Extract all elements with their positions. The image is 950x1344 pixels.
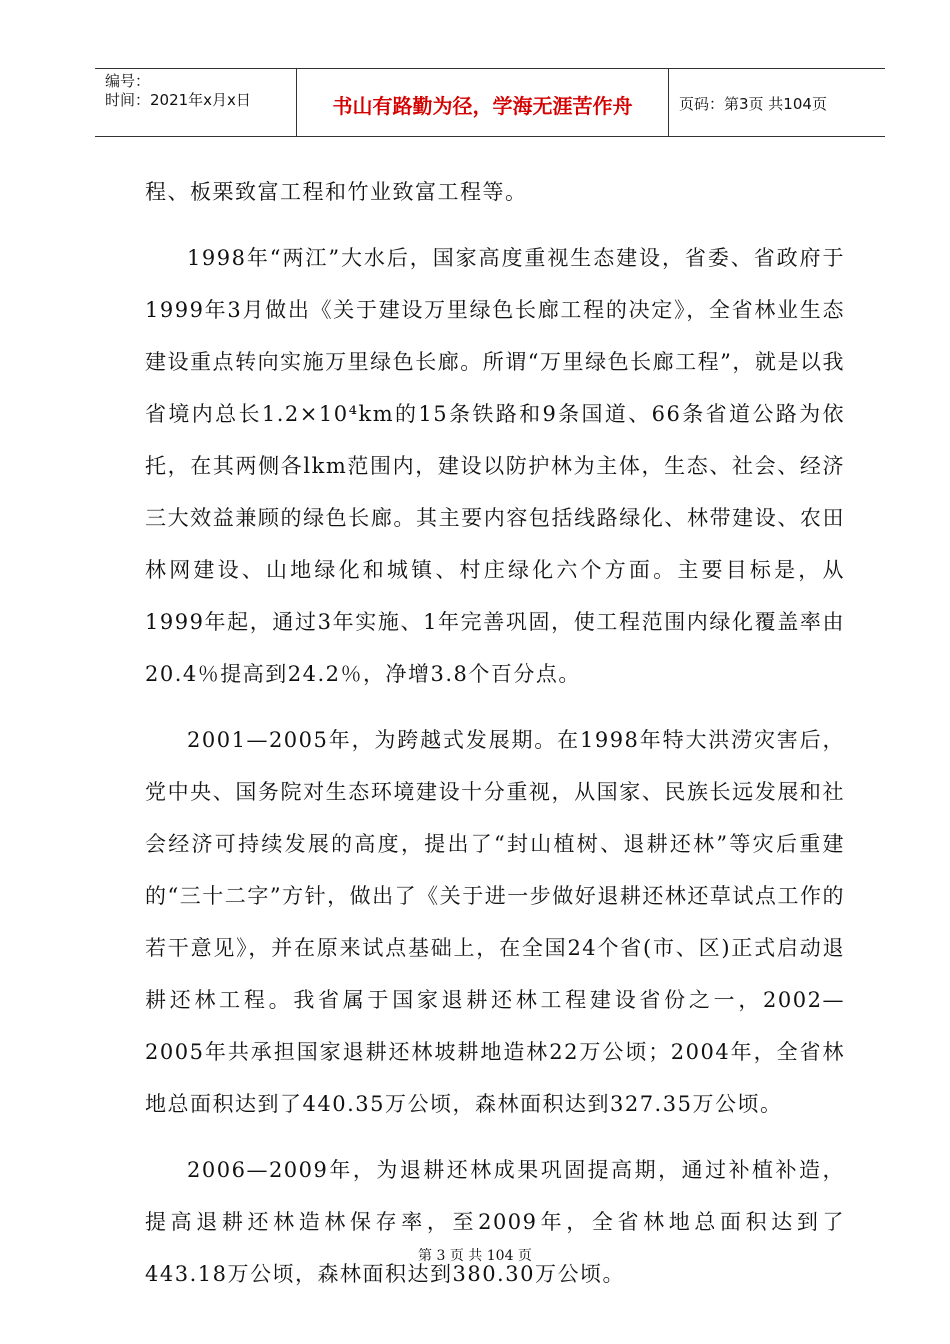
number-label: 编号：: [105, 72, 151, 90]
paragraph-2006-2009: 2006—2009年，为退耕还林成果巩固提高期，通过补植补造，提高退耕还林造林保存率，至2009年，全省林地总面积达到了443.18万公顷，森林面积达到380.30万公顷。: [145, 1158, 845, 1286]
header-meta-cell: [95, 69, 297, 136]
paragraph-1998: 1998年“两江”大水后，国家高度重视生态建设，省委、省政府于1999年3月做出《关于建设万里绿色长廊工程的决定》，全省林业生态建设重点转向实施万里绿色长廊。所谓“万里绿色长廊工程”，就是以我省境内总长1.2×10⁴km的15条铁路和9条国道、66条省道公路为依托，在其两侧各lkm范围内，建设以防护林为主体，生态、社会、经济三大效益兼顾的绿色长廊。其主要内容包括线路绿化、林带建设、农田林网建设、山地绿化和城镇、村庄绿化六个方面。主要目标是，从1999年起，通过3年实施、1年完善巩固，使工程范围内绿化覆盖率由20.4％提高到24.2％，净增3.8个百分点。: [145, 246, 845, 686]
motto-text: 书山有路勤为径，学海无涯苦作舟: [332, 94, 633, 118]
time-label: 时间：2021年x月x日: [105, 91, 251, 109]
paragraph-2001-2005: 2001—2005年，为跨越式发展期。在1998年特大洪涝灾害后，党中央、国务院对生态环境建设十分重视，从国家、民族长远发展和社会经济可持续发展的高度，提出了“封山植树、退耕还林”等灾后重建的“三十二字”方针，做出了《关于进一步做好退耕还林还草试点工作的若干意见》，并在原来试点基础上，在全国24个省(市、区)正式启动退耕还林工程。我省属于国家退耕还林工程建设省份之一，2002—2005年共承担国家退耕还林坡耕地造林22万公顷；2004年，全省林地总面积达到了440.35万公顷，森林面积达到327.35万公顷。: [145, 728, 845, 1116]
document-body: [145, 166, 845, 1300]
header-motto-cell: [297, 69, 669, 136]
header-page-cell: [669, 69, 885, 136]
document-header: [95, 68, 885, 137]
page-footer: 第 3 页 共 104 页: [418, 1248, 532, 1264]
page-label: 页码：第3页 共104页: [679, 95, 827, 113]
paragraph-continuation: 程、板栗致富工程和竹业致富工程等。: [145, 180, 528, 204]
